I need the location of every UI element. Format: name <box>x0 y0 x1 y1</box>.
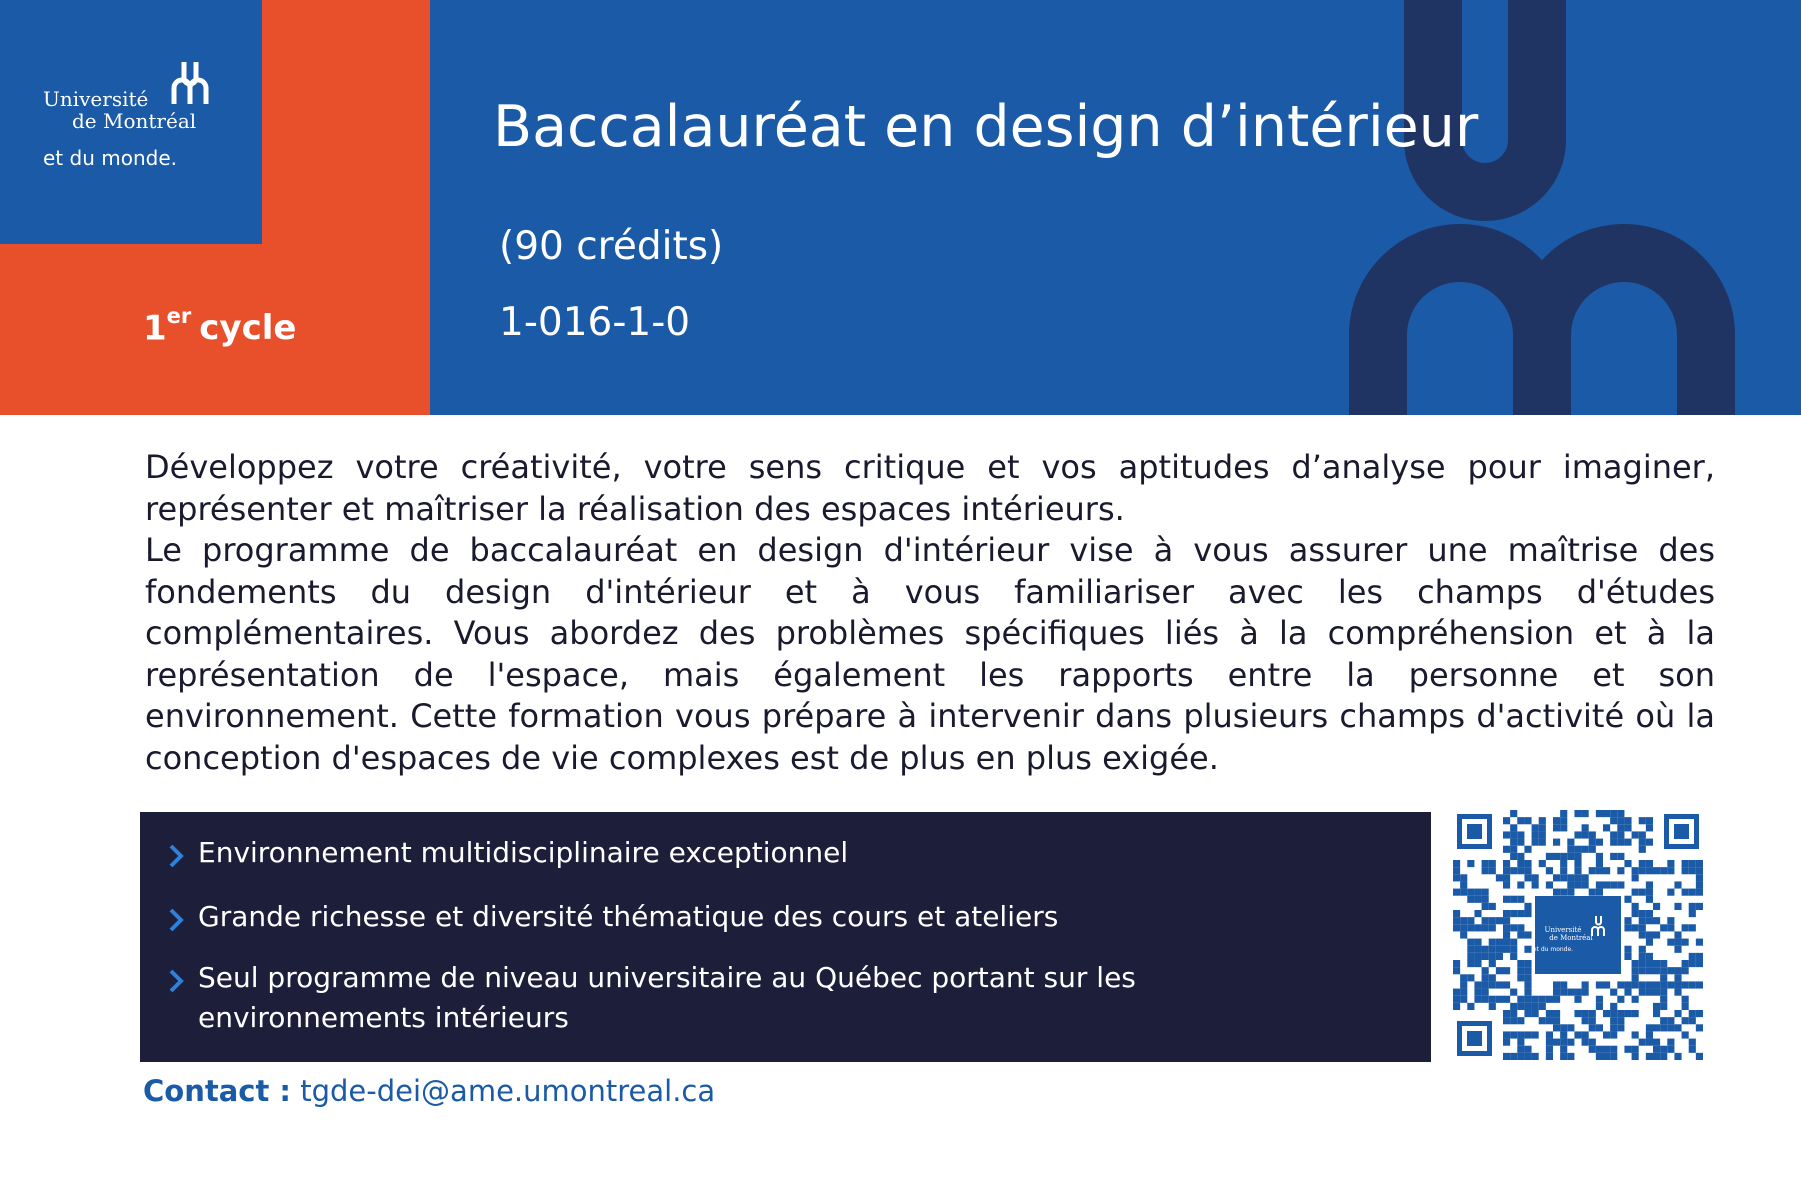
program-credits: (90 crédits) <box>499 224 724 269</box>
udem-large-mark-icon <box>1318 0 1801 415</box>
feature-text: Environnement multidisciplinaire exceptionnel <box>198 836 849 869</box>
contact-email-link[interactable]: tgde-dei@ame.umontreal.ca <box>300 1074 716 1108</box>
program-description <box>145 447 1715 779</box>
feature-text: Seul programme de niveau universitaire au Québec portant sur les environnements intérieurs <box>198 961 1136 1034</box>
chevron-right-icon <box>168 969 184 993</box>
description-intro: Développez votre créativité, votre sens critique et vos aptitudes d’analyse pour imaginer, représenter et maîtriser la réalisation des espaces intérieurs. <box>145 448 1715 528</box>
qr-logo-tagline: et du monde. <box>1532 946 1574 953</box>
feature-item <box>198 958 1278 1038</box>
program-code: 1-016-1-0 <box>499 300 691 345</box>
qr-code[interactable] <box>1453 810 1703 1060</box>
qr-logo-line-1: Université <box>1544 926 1582 934</box>
university-logo <box>0 0 262 244</box>
feature-item <box>198 833 1278 873</box>
feature-text: Grande richesse et diversité thématique des cours et ateliers <box>198 900 1059 933</box>
program-title: Baccalauréat en design d’intérieur <box>493 94 1479 160</box>
logo-line-2: de Montréal <box>72 109 197 133</box>
udem-mark-icon <box>170 60 216 106</box>
contact-line <box>143 1074 715 1108</box>
feature-item <box>198 897 1278 937</box>
header-banner <box>0 0 1801 415</box>
logo-line-1: Université <box>43 87 149 111</box>
logo-tagline: et du monde. <box>43 146 177 170</box>
cycle-label: 1er cycle <box>143 304 297 349</box>
chevron-right-icon <box>168 844 184 868</box>
chevron-right-icon <box>168 908 184 932</box>
contact-label: Contact : <box>143 1074 292 1108</box>
qr-logo-line-2: de Montréal <box>1549 934 1593 942</box>
description-body: Le programme de baccalauréat en design d'intérieur vise à vous assurer une maîtrise des fondements du design d'intérieur et à vous familiariser avec les champs d'études complémentaires. Vous abordez des problèmes spécifiques liés à la compréhension et à la représentation de l'espace, mais également les rapports entre la personne et son environnement. Cette formation vous prépare à intervenir dans plusieurs champs d'activité où la conception d'espaces de vie complexes est de plus en plus exigée. <box>145 531 1715 777</box>
